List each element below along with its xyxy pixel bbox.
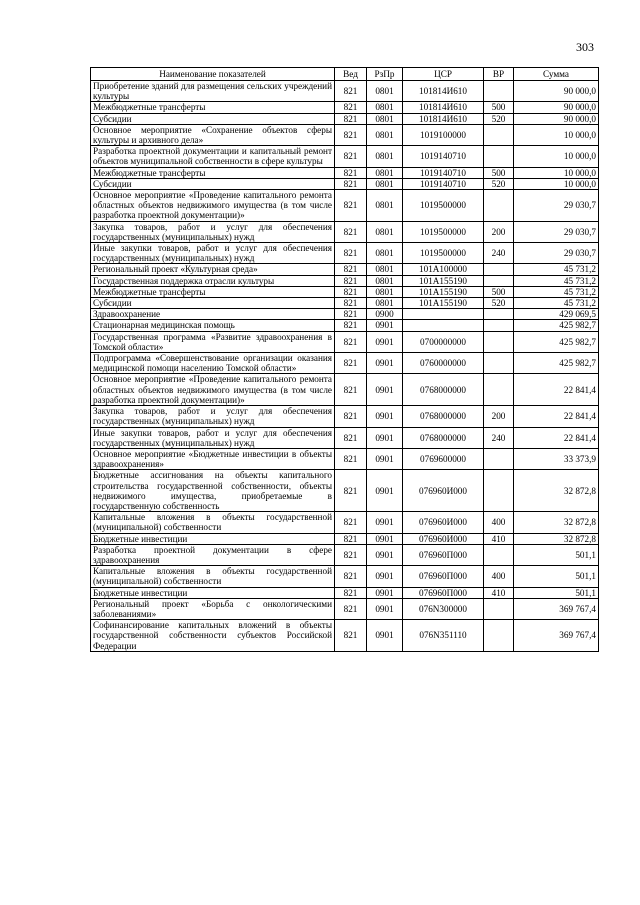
- cell-rzpr: 0801: [367, 243, 403, 264]
- cell-vr: 200: [484, 406, 514, 427]
- cell-ved: 821: [335, 298, 367, 309]
- cell-rzpr: 0901: [367, 353, 403, 374]
- cell-vr: [484, 275, 514, 286]
- cell-csr: 076960И000: [403, 512, 484, 533]
- cell-rzpr: 0901: [367, 512, 403, 533]
- cell-rzpr: 0901: [367, 598, 403, 619]
- cell-csr: 076960П000: [403, 566, 484, 587]
- cell-vr: [484, 309, 514, 320]
- cell-ved: 821: [335, 243, 367, 264]
- cell-ved: 821: [335, 620, 367, 652]
- cell-name: Бюджетные инвестиции: [91, 533, 335, 544]
- cell-rzpr: 0901: [367, 374, 403, 406]
- cell-name: Основное мероприятие «Бюджетные инвестиции в объекты здравоохранения»: [91, 448, 335, 469]
- cell-rzpr: 0801: [367, 286, 403, 297]
- cell-sum: 29 030,7: [514, 243, 599, 264]
- cell-rzpr: 0801: [367, 298, 403, 309]
- cell-name: Региональный проект «Культурная среда»: [91, 264, 335, 275]
- cell-rzpr: 0801: [367, 190, 403, 222]
- cell-name: Бюджетные инвестиции: [91, 587, 335, 598]
- cell-rzpr: 0901: [367, 406, 403, 427]
- cell-sum: 501,1: [514, 587, 599, 598]
- cell-vr: [484, 124, 514, 145]
- cell-sum: 10 000,0: [514, 178, 599, 189]
- cell-vr: 520: [484, 298, 514, 309]
- cell-name: Основное мероприятие «Проведение капитального ремонта областных объектов недвижимого имущества (в том числе разработка проектной документации)»: [91, 374, 335, 406]
- cell-vr: 400: [484, 566, 514, 587]
- cell-sum: 29 030,7: [514, 190, 599, 222]
- cell-name: Закупка товаров, работ и услуг для обеспечения государственных (муниципальных) нужд: [91, 406, 335, 427]
- cell-ved: 821: [335, 81, 367, 102]
- table-row: [91, 124, 599, 145]
- cell-name: Иные закупки товаров, работ и услуг для обеспечения государственных (муниципальных) нужд: [91, 427, 335, 448]
- cell-rzpr: 0801: [367, 221, 403, 242]
- cell-sum: 90 000,0: [514, 102, 599, 113]
- cell-sum: 32 872,8: [514, 512, 599, 533]
- cell-vr: [484, 470, 514, 512]
- cell-ved: 821: [335, 374, 367, 406]
- cell-csr: 101814И610: [403, 81, 484, 102]
- table-row: [91, 102, 599, 113]
- table-row: [91, 427, 599, 448]
- cell-name: Межбюджетные трансферты: [91, 102, 335, 113]
- table-row: [91, 544, 599, 565]
- cell-csr: 0768000000: [403, 427, 484, 448]
- cell-vr: [484, 448, 514, 469]
- cell-csr: 1019500000: [403, 221, 484, 242]
- cell-vr: [484, 264, 514, 275]
- cell-rzpr: 0801: [367, 113, 403, 124]
- cell-name: Капитальные вложения в объекты государственной (муниципальной) собственности: [91, 512, 335, 533]
- cell-ved: 821: [335, 113, 367, 124]
- column-header-sum: Сумма: [514, 68, 599, 81]
- cell-csr: 101A155190: [403, 275, 484, 286]
- cell-ved: 821: [335, 275, 367, 286]
- table-row: [91, 190, 599, 222]
- cell-rzpr: 0801: [367, 178, 403, 189]
- table-row: [91, 309, 599, 320]
- cell-csr: 076960И000: [403, 533, 484, 544]
- cell-sum: 425 982,7: [514, 353, 599, 374]
- cell-sum: 90 000,0: [514, 113, 599, 124]
- cell-rzpr: 0901: [367, 587, 403, 598]
- cell-csr: [403, 309, 484, 320]
- cell-ved: 821: [335, 598, 367, 619]
- table-row: [91, 353, 599, 374]
- cell-ved: 821: [335, 286, 367, 297]
- cell-vr: [484, 598, 514, 619]
- cell-ved: 821: [335, 406, 367, 427]
- cell-vr: 200: [484, 221, 514, 242]
- cell-sum: 425 982,7: [514, 331, 599, 352]
- cell-csr: 0760000000: [403, 353, 484, 374]
- cell-name: Подпрограмма «Совершенствование организации оказания медицинской помощи населению Томской области»: [91, 353, 335, 374]
- cell-sum: 425 982,7: [514, 320, 599, 331]
- cell-rzpr: 0901: [367, 566, 403, 587]
- cell-rzpr: 0801: [367, 264, 403, 275]
- cell-name: Субсидии: [91, 298, 335, 309]
- cell-name: Субсидии: [91, 178, 335, 189]
- cell-vr: 410: [484, 533, 514, 544]
- cell-csr: 101814И610: [403, 102, 484, 113]
- cell-ved: 821: [335, 427, 367, 448]
- cell-csr: 101814И610: [403, 113, 484, 124]
- table-row: [91, 587, 599, 598]
- cell-name: Бюджетные ассигнования на объекты капитального строительства государственной собственности, объекты недвижимого имущества, приобретаемые в государственную собственность: [91, 470, 335, 512]
- table-row: [91, 81, 599, 102]
- cell-ved: 821: [335, 544, 367, 565]
- cell-name: Приобретение зданий для размещения сельских учреждений культуры: [91, 81, 335, 102]
- cell-name: Разработка проектной документации в сфере здравоохранения: [91, 544, 335, 565]
- table-row: [91, 264, 599, 275]
- cell-vr: [484, 190, 514, 222]
- cell-csr: 076960П000: [403, 587, 484, 598]
- cell-name: Основное мероприятие «Проведение капитального ремонта областных объектов недвижимого имущества (в том числе разработка проектной документации)»: [91, 190, 335, 222]
- cell-csr: 101A155190: [403, 286, 484, 297]
- cell-vr: 410: [484, 587, 514, 598]
- table-row: [91, 331, 599, 352]
- cell-sum: 29 030,7: [514, 221, 599, 242]
- cell-ved: 821: [335, 178, 367, 189]
- column-header-ved: Вед: [335, 68, 367, 81]
- cell-name: Закупка товаров, работ и услуг для обеспечения государственных (муниципальных) нужд: [91, 221, 335, 242]
- cell-sum: 45 731,2: [514, 275, 599, 286]
- table-row: [91, 221, 599, 242]
- table-row: [91, 470, 599, 512]
- cell-sum: 45 731,2: [514, 286, 599, 297]
- cell-csr: 0768000000: [403, 406, 484, 427]
- cell-rzpr: 0901: [367, 427, 403, 448]
- cell-vr: [484, 81, 514, 102]
- cell-sum: 90 000,0: [514, 81, 599, 102]
- table-row: [91, 298, 599, 309]
- cell-sum: 22 841,4: [514, 406, 599, 427]
- cell-rzpr: 0801: [367, 275, 403, 286]
- cell-csr: 1019500000: [403, 190, 484, 222]
- cell-csr: 076960И000: [403, 470, 484, 512]
- cell-vr: [484, 544, 514, 565]
- cell-ved: 821: [335, 470, 367, 512]
- cell-ved: 821: [335, 102, 367, 113]
- cell-sum: 10 000,0: [514, 146, 599, 167]
- table-row: [91, 113, 599, 124]
- table-row: [91, 146, 599, 167]
- cell-csr: 101A100000: [403, 264, 484, 275]
- cell-rzpr: 0900: [367, 309, 403, 320]
- cell-csr: 1019100000: [403, 124, 484, 145]
- cell-csr: 0769600000: [403, 448, 484, 469]
- cell-sum: 45 731,2: [514, 298, 599, 309]
- column-header-csr: ЦСР: [403, 68, 484, 81]
- cell-name: Капитальные вложения в объекты государственной (муниципальной) собственности: [91, 566, 335, 587]
- table-row: [91, 320, 599, 331]
- cell-rzpr: 0801: [367, 146, 403, 167]
- cell-vr: [484, 620, 514, 652]
- cell-csr: 076N351110: [403, 620, 484, 652]
- cell-sum: 33 373,9: [514, 448, 599, 469]
- cell-sum: 501,1: [514, 544, 599, 565]
- cell-csr: 1019140710: [403, 178, 484, 189]
- cell-sum: 369 767,4: [514, 598, 599, 619]
- cell-sum: 45 731,2: [514, 264, 599, 275]
- table-row: [91, 448, 599, 469]
- cell-name: Субсидии: [91, 113, 335, 124]
- cell-vr: 520: [484, 178, 514, 189]
- cell-csr: 0700000000: [403, 331, 484, 352]
- cell-ved: 821: [335, 512, 367, 533]
- cell-name: Разработка проектной документации и капитальный ремонт объектов муниципальной собственности в сфере культуры: [91, 146, 335, 167]
- cell-vr: [484, 320, 514, 331]
- cell-vr: 240: [484, 427, 514, 448]
- budget-table: [90, 67, 599, 652]
- cell-ved: 821: [335, 448, 367, 469]
- page-number: 303: [576, 40, 594, 54]
- column-header-rzpr: РзПр: [367, 68, 403, 81]
- cell-ved: 821: [335, 309, 367, 320]
- cell-rzpr: 0901: [367, 470, 403, 512]
- cell-sum: 10 000,0: [514, 167, 599, 178]
- cell-ved: 821: [335, 124, 367, 145]
- cell-name: Стационарная медицинская помощь: [91, 320, 335, 331]
- cell-name: Региональный проект «Борьба с онкологическими заболеваниями»: [91, 598, 335, 619]
- cell-csr: 1019140710: [403, 146, 484, 167]
- cell-vr: 500: [484, 167, 514, 178]
- cell-rzpr: 0901: [367, 320, 403, 331]
- cell-name: Межбюджетные трансферты: [91, 286, 335, 297]
- cell-vr: 520: [484, 113, 514, 124]
- cell-csr: 101A155190: [403, 298, 484, 309]
- cell-vr: 500: [484, 286, 514, 297]
- cell-rzpr: 0801: [367, 102, 403, 113]
- cell-name: Здравоохранение: [91, 309, 335, 320]
- table-row: [91, 374, 599, 406]
- table-row: [91, 533, 599, 544]
- cell-name: Государственная программа «Развитие здравоохранения в Томской области»: [91, 331, 335, 352]
- cell-ved: 821: [335, 320, 367, 331]
- cell-vr: [484, 331, 514, 352]
- cell-vr: 500: [484, 102, 514, 113]
- cell-sum: 10 000,0: [514, 124, 599, 145]
- table-row: [91, 620, 599, 652]
- cell-rzpr: 0801: [367, 81, 403, 102]
- cell-csr: 076960П000: [403, 544, 484, 565]
- cell-ved: 821: [335, 190, 367, 222]
- cell-sum: 32 872,8: [514, 470, 599, 512]
- cell-vr: 240: [484, 243, 514, 264]
- table-row: [91, 286, 599, 297]
- cell-name: Софинансирование капитальных вложений в объекты государственной собственности субъектов Российской Федерации: [91, 620, 335, 652]
- cell-sum: 22 841,4: [514, 427, 599, 448]
- table-row: [91, 566, 599, 587]
- cell-csr: 076N300000: [403, 598, 484, 619]
- cell-vr: [484, 353, 514, 374]
- cell-name: Межбюджетные трансферты: [91, 167, 335, 178]
- cell-sum: 32 872,8: [514, 533, 599, 544]
- cell-vr: [484, 374, 514, 406]
- column-header-name: Наименование показателей: [91, 68, 335, 81]
- cell-ved: 821: [335, 221, 367, 242]
- table-row: [91, 275, 599, 286]
- cell-rzpr: 0901: [367, 544, 403, 565]
- cell-ved: 821: [335, 587, 367, 598]
- cell-ved: 821: [335, 146, 367, 167]
- cell-sum: 501,1: [514, 566, 599, 587]
- cell-ved: 821: [335, 167, 367, 178]
- cell-rzpr: 0901: [367, 620, 403, 652]
- cell-csr: [403, 320, 484, 331]
- table-row: [91, 598, 599, 619]
- cell-csr: 1019500000: [403, 243, 484, 264]
- cell-ved: 821: [335, 566, 367, 587]
- column-header-vr: ВР: [484, 68, 514, 81]
- cell-ved: 821: [335, 264, 367, 275]
- cell-csr: 1019140710: [403, 167, 484, 178]
- cell-ved: 821: [335, 353, 367, 374]
- cell-sum: 369 767,4: [514, 620, 599, 652]
- table-row: [91, 406, 599, 427]
- cell-rzpr: 0801: [367, 167, 403, 178]
- cell-name: Иные закупки товаров, работ и услуг для обеспечения государственных (муниципальных) нужд: [91, 243, 335, 264]
- cell-sum: 22 841,4: [514, 374, 599, 406]
- cell-name: Государственная поддержка отрасли культуры: [91, 275, 335, 286]
- table-row: [91, 243, 599, 264]
- cell-csr: 0768000000: [403, 374, 484, 406]
- table-row: [91, 512, 599, 533]
- cell-name: Основное мероприятие «Сохранение объектов сферы культуры и архивного дела»: [91, 124, 335, 145]
- cell-sum: 429 069,5: [514, 309, 599, 320]
- cell-rzpr: 0901: [367, 533, 403, 544]
- cell-ved: 821: [335, 331, 367, 352]
- cell-vr: 400: [484, 512, 514, 533]
- cell-ved: 821: [335, 533, 367, 544]
- cell-vr: [484, 146, 514, 167]
- table-row: [91, 178, 599, 189]
- cell-rzpr: 0901: [367, 331, 403, 352]
- cell-rzpr: 0801: [367, 124, 403, 145]
- table-row: [91, 167, 599, 178]
- table-header-row: [91, 68, 599, 81]
- cell-rzpr: 0901: [367, 448, 403, 469]
